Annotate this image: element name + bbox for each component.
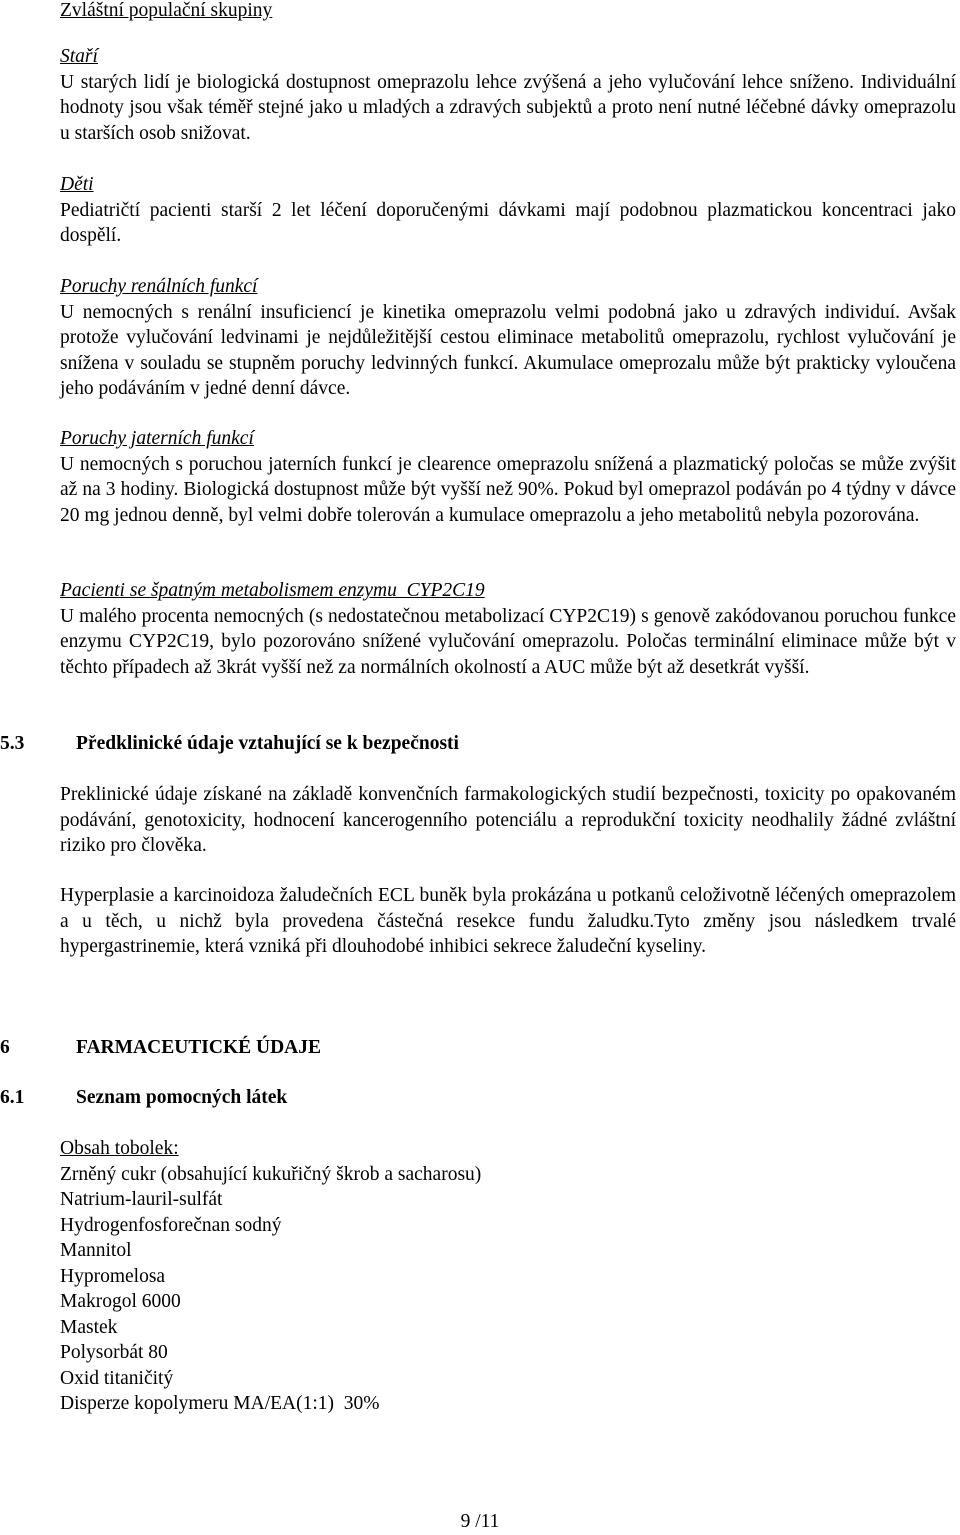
heading-title: Seznam pomocných látek: [76, 1087, 288, 1108]
heading-number: 6: [0, 1037, 10, 1058]
paragraph-renal: [60, 274, 956, 402]
section-title: Zvláštní populační skupiny: [60, 0, 273, 21]
list-item: Oxid titaničitý: [60, 1367, 174, 1389]
list-item: Disperze kopolymeru MA/EA(1:1) 30%: [60, 1393, 380, 1414]
paragraph-title: Děti: [60, 174, 94, 195]
page-number: 9 /11: [460, 1511, 500, 1532]
excipients-subtitle: Obsah tobolek:: [60, 1138, 179, 1159]
paragraph-text: Pediatričtí pacienti starší 2 let léčení doporučenými dávkami mají podobnou plazmatickou koncentraci jako dospělí.: [60, 199, 956, 246]
list-item: Mastek: [60, 1316, 118, 1338]
paragraph-preclinical: Preklinické údaje získané na základě konvenčních farmakologických studií bezpečnosti, toxicity po opakovaném podávání, genotoxicity, hodnocení kancerogenního potenciálu a reprodukční toxicity neodhalily žádné zvláštní riziko pro člověka.: [60, 784, 956, 856]
paragraph-title: Poruchy renálních funkcí: [60, 276, 258, 297]
paragraph-text: U malého procenta nemocných (s nedostatečnou metabolizací CYP2C19) s genově zakódovanou poruchou funkce enzymu CYP2C19, bylo pozorováno snížené vylučování omeprazolu. Poločas terminální eliminace může být v těchto případech až 3krát vyšší než za normálních okolností a AUC může být až desetkrát vyšší.: [60, 605, 956, 678]
paragraph-children: [60, 172, 956, 249]
list-item: Makrogol 6000: [60, 1291, 181, 1312]
paragraph-title: Pacienti se špatným metabolismem enzymu CYP2C19: [60, 580, 485, 601]
heading-number: 5.3: [0, 733, 25, 754]
list-item: Mannitol: [60, 1240, 132, 1261]
paragraph-title: Staří: [60, 46, 98, 67]
paragraph-hepatic: [60, 426, 956, 528]
list-item: Polysorbát 80: [60, 1342, 168, 1363]
list-item: Hydrogenfosforečnan sodný: [60, 1214, 282, 1236]
paragraph-poor-metabolism: [60, 578, 956, 680]
paragraph-hyperplasia: Hyperplasie a karcinoidoza žaludečních ECL buněk byla prokázána u potkanů celoživotně léčených omeprazolem a u těch, u nichž byla provedena částečná resekce fundu žaludku.Tyto změny jsou následkem trvalé hypergastrinemie, která vzniká při dlouhodobé inhibici sekrece žaludeční kyseliny.: [60, 885, 956, 957]
list-item: Zrněný cukr (obsahující kukuřičný škrob a sacharosu): [60, 1163, 482, 1185]
paragraph-text: U nemocných s poruchou jaterních funkcí je clearence omeprazolu snížená a plazmatický poločas se může zvýšit až na 3 hodiny. Biologická dostupnost může být vyšší než 90%. Pokud byl omeprazol podáván po 4 týdny v dávce 20 mg jednou denně, byl velmi dobře tolerován a kumulace omeprazolu a jeho metabolitů nebyla pozorována.: [60, 453, 956, 526]
heading-title: FARMACEUTICKÉ ÚDAJE: [76, 1037, 322, 1058]
heading-title: Předklinické údaje vztahující se k bezpečnosti: [76, 733, 459, 754]
list-item: Hypromelosa: [60, 1265, 166, 1287]
excipients-list: [60, 1136, 956, 1417]
paragraph-text: U starých lidí je biologická dostupnost omeprazolu lehce zvýšená a jeho vylučování lehce sníženo. Individuální hodnoty jsou však téměř stejné jako u mladých a zdravých subjektů a proto není nutné léčebné dávky omeprazolu u starších osob snižovat.: [60, 71, 956, 144]
list-item: Natrium-lauril-sulfát: [60, 1189, 223, 1210]
paragraph-elderly: [60, 44, 956, 146]
paragraph-text: U nemocných s renální insuficiencí je kinetika omeprazolu velmi podobná jako u zdravých individuí. Avšak protože vylučování ledvinami je nejdůležitější cestou eliminace metabolitů omeprazolu, rychlost vylučování je snížena v souladu se stupněm poruchy ledvinných funkcí. Akumulace omeprozalu může být prakticky vyloučena jeho podáváním v jedné denní dávce.: [60, 301, 956, 399]
paragraph-title: Poruchy jaterních funkcí: [60, 428, 254, 449]
heading-number: 6.1: [0, 1087, 25, 1108]
